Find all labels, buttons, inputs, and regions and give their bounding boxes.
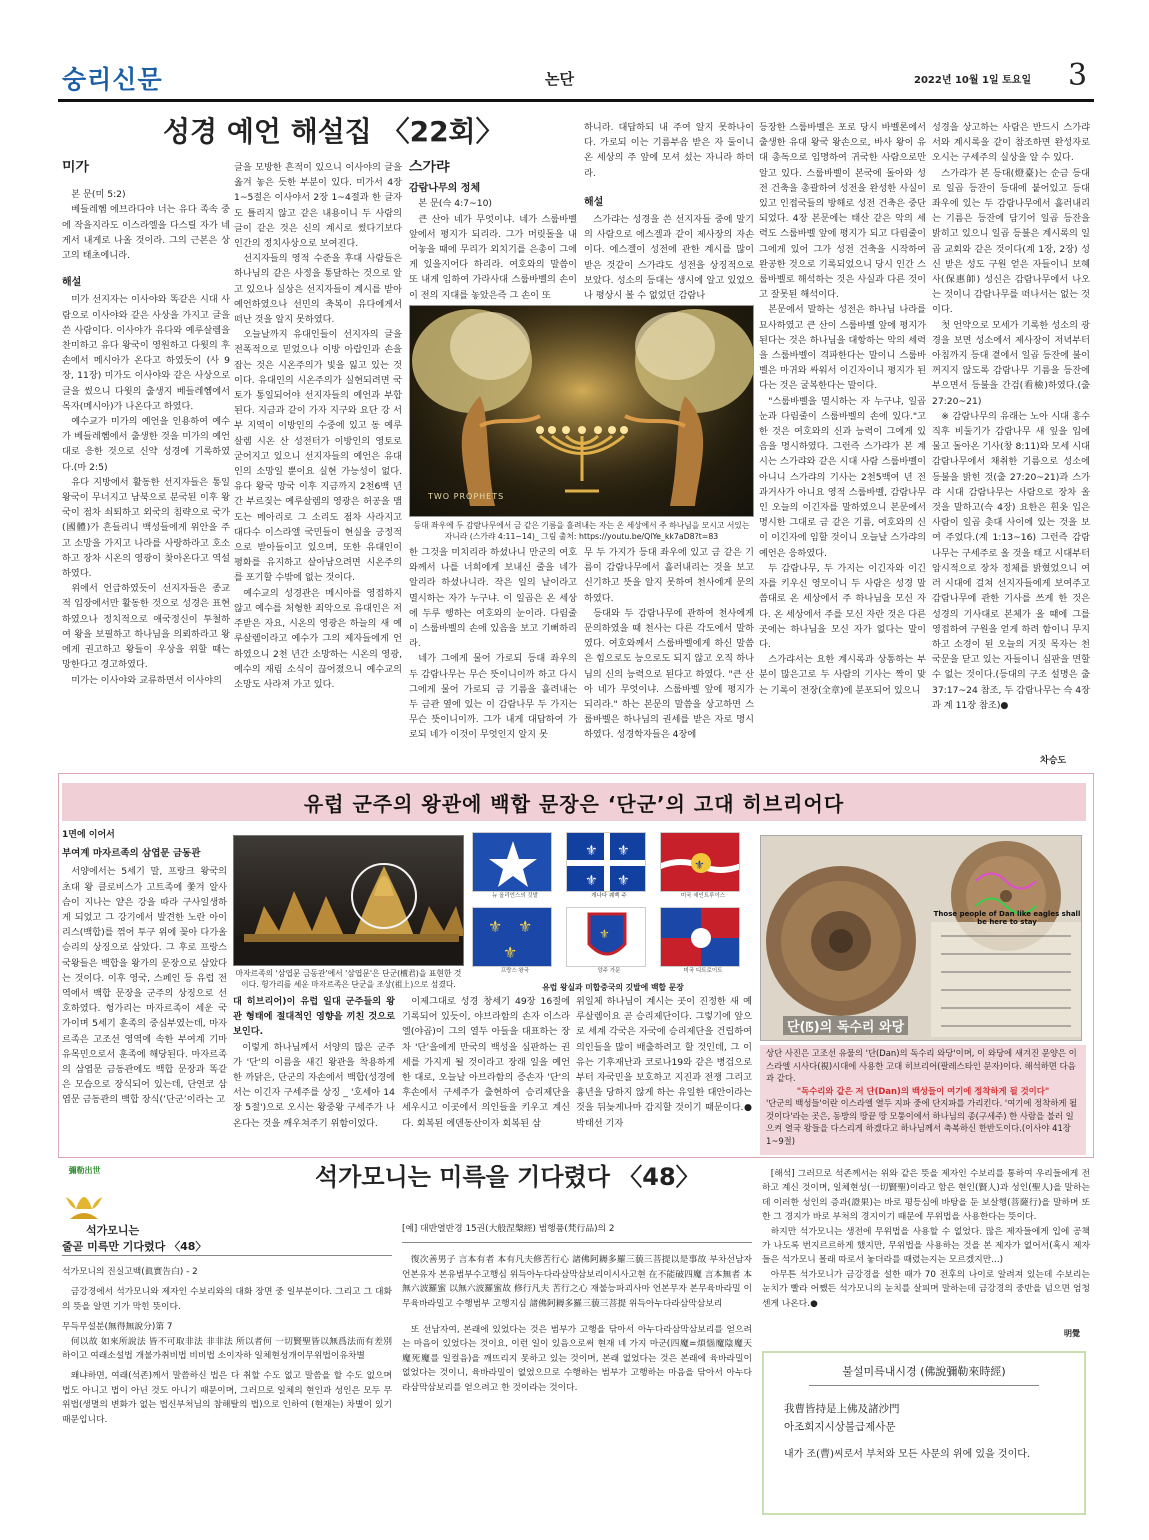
flag-label: 미국 디트로이트 (683, 968, 723, 974)
article2-title: 유럽 군주의 왕관에 백합 문장은 ‘단군’의 고대 히브리어다 (303, 791, 845, 816)
svg-text:⚜: ⚜ (694, 858, 705, 872)
france-art (473, 908, 552, 967)
quebec-art (567, 833, 646, 892)
page-number: 3 (1068, 58, 1088, 93)
paragraph: 스가랴가 본 등대(燈臺)는 순금 등대로 일곱 등잔이 등대에 붙어있고 등대 좌우에 있는 두 감람나무에서 흘러내리는 기름은 등잔에 담기어 일곱 등잔을 밝히고 있으니 일곱 등불은 계시록의 일곱 교회와 같은 것이다(계 1장, 2장) 성신 받은 성도 구원 얻은 자들이니 보혜사(保惠師) 성신은 감람나무에서 나오는 것이니 감람나무를 떠나서는 없는 것이다. (932, 167, 1090, 316)
paragraph: 미가 선지자는 이사야와 똑같은 시대 사람으로 이사야와 같은 사상을 가지고 글을 쓴 사람이다. 이사야가 유다와 예루살렘을 찬미하고 유다 왕국이 영원하고 다윗의 후손에서 메시아가 온다고 하였듯이 (사 9장, 11장) 미가도 이사야와 같은 사상으로 글을 썼으니 다윗의 출생지 베들레헴에서 목자(메시아)가 나온다고 하였다. (62, 294, 230, 412)
article1-col4 (584, 120, 754, 305)
masthead-rule (58, 99, 1094, 102)
paragraph: 본문에서 말하는 성전은 하나님 나라를 묘사하였고 큰 산이 스룹바벨 앞에 평지가 된다는 것은 하나님을 대항하는 악의 세력을 스룹바벨이 격파한다는 말이니 스룹바벨은 마귀와 싸워서 이긴자이니 평지가 된다는 것은 굴복한다는 말이다. (759, 304, 926, 392)
svg-text:⚜: ⚜ (488, 917, 503, 936)
paragraph: 이렇게 하나님께서 서양의 많은 군주가 '단'의 이름을 새긴 왕관을 착용하게 한 까닭은, 단군의 자손에서 백합(성경에서는 이긴자 구세주를 상징 _ '호세아 14장 5절')으로 오시는 왕중왕 구세주가 나온다는 것을 깨우쳐주기 위함이었다. (233, 1041, 395, 1129)
divider (402, 1242, 752, 1243)
olive-image-caption: 등대 좌우에 두 감람나무에서 금 같은 기름을 흘려내는 자는 온 세상에서 주 하나님을 모시고 서있는 자니라 (스가랴 4:11~14)_ 그림 출처: https://youtu.be/QlYe_kk7aD8?t=83 (413, 521, 750, 541)
poem-title: 불설미륵내시경 (佛說彌勒來時經) (842, 1365, 1006, 1378)
paragraph: 성경을 상고하는 사람은 반드시 스가랴서와 계시록을 같이 참조하면 완성자로 오시는 구세주의 실상을 알 수 있다. (932, 122, 1090, 164)
article3-right-column (762, 1167, 1090, 1337)
st-louis-art (661, 833, 740, 892)
paragraph: 하니라. 대답하되 내 주여 알지 못하나이다. 가로되 이는 기름부음 받은 자 둘이니 온 세상의 주 앞에 모셔 섰는 자니라 하더라. (584, 122, 754, 179)
paragraph: 이제그대로 성경 창세기 49장 16절에 기록되어 있듯이, 야브라함의 손자 이스라엘(야곱)이 그의 열두 아들을 대표하는 장차 '단’을에게 만국의 백성을 심판하는 권세를 가지게 될 것이라고 장래 일을 예언한 대로, 오늘날 아브라함의 증손자 '단'의 후손에서 구세주가 출현하여 승리제단을 세우시고 이곳에서 의인들을 키우고 계신다. 회복된 에덴동산이자 회복된 삼 (402, 996, 570, 1129)
kingdom-of-france-flag (472, 907, 552, 967)
anjou-art (567, 908, 646, 967)
article3-label2: 무득무설분(無得無說分)第 7 (62, 1322, 173, 1333)
paragraph: 미가는 이사야와 교류하면서 이사야의 (71, 674, 222, 686)
paragraph: 유다 지방에서 활동한 선지자들은 통일 왕국이 무너지고 남북으로 분국된 이후 왕국이 점차 쇠퇴하고 외국의 침략으로 국가(國體)가 흔들리니 백성들에게 위안을 주고 소망을 가지고 나라를 사랑하라고 호소하고 장차 시온의 영광이 찾아온다고 역설하였다. (62, 476, 230, 580)
article1-col3-lower (409, 545, 577, 768)
paragraph: "스룹바벨을 멸시하는 자 누구냐, 일곱 눈과 다림줄이 스룹바벨의 손에 있다."고 한 것은 여호와의 신과 능력이 그에게 있음을 명시하였다. 그런즉 스가랴가 본 계시는 스가랴와 같은 시대 사람 스룹바벨이 아니니 스가랴의 기사는 2천5백여 년 전 과거사가 아니요 영적 스룹바벨, 감람나무인 오늘의 이긴자를 말하였으니 본문에서 명시한 그대로 금 같은 기름, 여호와의 신이 이긴자에 임할 것이니 오늘날 스가랴의 예언은 응하였다. (759, 395, 926, 559)
article3-label1: 석가모니의 진실고백(眞實告白) - 2 (62, 1267, 198, 1277)
tile-description-continued: '단군의 백성들'이란 이스라엘 열두 지파 중에 단지파를 가리킨다. '여기에 정착하게 될 것이다'라는 곳은, 동방의 땅끝 땅 모퉁이에서 하나님의 종(구세주) 한 사람을 불러 일으켜 열국 왕들을 다스리게 하겠다고 하나님께서 축복하신 한반도이다.(이사야 41장 1~9절) (766, 1098, 1078, 1146)
article2-banner (62, 783, 1086, 821)
svg-text:⚜: ⚜ (585, 843, 598, 859)
paragraph: 예수교가 미가의 예언을 인용하여 예수가 베들레헴에서 출생한 것을 미가의 예언대로 응한 것으로 신약 성경에 기록하였다.(마 2:5) (62, 416, 230, 473)
olive-tree-subheading: 감람나무의 정체 (409, 183, 481, 195)
tile-label: 단(ꡑ)의 독수리 와당 (783, 1016, 908, 1035)
article1-col1 (62, 160, 230, 768)
poem-line-hanja: 我曹皆持是上佛及諸沙門 (784, 1403, 900, 1415)
svg-text:⚜: ⚜ (518, 917, 533, 936)
paragraph: 왜냐하면, 여래(석존)께서 말씀하신 법은 다 취할 수도 없고 말씀을 할 수도 없으며 법도 아니고 법이 아닌 것도 아니기 때문이며, 그러므로 일체의 현인과 성인은 모두 무위법(생멸의 변화가 없는 법신부처님의 참해탈의 법)으로 인하여 (현재는) 차별이 있기 때문입니다. (62, 1371, 392, 1425)
poem-box (762, 1351, 1086, 1515)
paragraph: 금강경에서 석가모니와 제자인 수보리와의 대화 장면 중 일부분이다. 그리고 그 대화의 뜻을 알면 기가 막힌 뜻이다. (62, 1287, 392, 1312)
article1-col2 (234, 160, 402, 768)
prophet-heading-micah: 미가 (62, 160, 90, 175)
image-overlay-text: TWO PROPHETS (428, 492, 505, 501)
article1-author: 차승도 (1040, 756, 1067, 766)
two-olive-trees-illustration (409, 305, 754, 517)
article1-col3 (409, 160, 577, 305)
article3-author: 明覺 (1064, 1329, 1080, 1338)
article2-col3 (402, 994, 570, 1158)
paragraph: 또 선남자여, 본래에 있었다는 것은 범부가 고행을 닦아서 아누다라삼막삼보리를 얻으려는 마음이 있었다는 것이요, 이런 일이 있음으로써 현재 네 가지 마군(四魔=煩惱魔陰魔天魔死魔를 일컬음)을 깨뜨리지 못하고 있는 것이며, 본래 없었다는 것은 본래에 육바라밀이 없었다는 것이니, 육바라밀이 없었으므로 수행하는 범부가 고행하는 마음을 닦아서 아누다라삼막삼보리를 얻으려고 한 것이라는 것이다. (402, 1325, 752, 1393)
issue-date: 2022년 10월 1일 토요일 (914, 75, 1032, 86)
olive-trees-art (410, 306, 754, 517)
logo-text: 彌勒出世 (68, 1166, 101, 1175)
svg-text:⚜: ⚜ (617, 873, 630, 889)
article3-left-title2: 줄곧 미륵만 기다렸다 〈48〉 (62, 1240, 207, 1253)
paragraph: 서양에서는 5세기 말, 프랑크 왕국의 초대 왕 클로비스가 고트족에 쫓겨 알사슴이 지나는 얕은 강을 따라 구사일생하게 되었고 그 강기에서 발견한 노란 아이리스(백합)를 꺾어 투구 위에 꽂아 다가올 승리의 상징으로 삼았다. 그 후로 프랑스 국왕들은 백합을 왕가의 문장으로 삼았다는 것이다. 이후 영국, 스페인 등 유럽 전역에서 백합 문장을 군주의 상징으로 선호하였다. 헝가리는 마자르족이 세운 국가이며 5세기 훈족의 중심부였는데, 마자르족은 고조선 영역에 속한 부여계 기마유목민으로서 훈족에 해당된다. 마자르족의 삼엽문 금동관에도 백합 문장과 똑같은 모습으로 장식되어 있는데, 단연코 삼엽문 금동관의 백합 장식(‘단군’이라는 고 (62, 866, 227, 1106)
paragraph: 무 두 가지가 등대 좌우에 있고 금 같은 기름이 감람나무에서 흘러내리는 것을 보고 신기하고 뜻을 알지 못하여 천사에게 문의하였다. (584, 547, 754, 604)
detroit-art (661, 908, 740, 967)
paragraph: 하지만 석가모니는 생전에 무위법을 사용할 수 없었다. 많은 제자들에게 입에 공책가 나도록 번지르르하게 했지만, 무위법을 사용하는 것을 본 제자가 없어서(혹시 제자들은 석가모니 몰래 따로서 놓더라를 때렸는지는 모르겠지만...) (762, 1226, 1090, 1266)
hanja-passage: 復次善男子 言本有者 本有凡夫修苦行心 諸佛阿耨多羅三藐三菩提以是事故 부차선남자 언본유자 본유범부수고행심 위득아누다라삼막삼보리이시사고현 在不能破四魔 言本無者 本無六波羅蜜 以無六波羅蜜故 修行凡夫 苦行之心 재불능파괴사마 언본무자 본무육바라밀 이무육바라밀고 수행범부 고행지심 諸佛阿耨多羅三藐三菩提 위득아누다라삼막삼보리 (402, 1255, 752, 1309)
flag-label: 캐나다 퀘벡 주 (591, 893, 627, 899)
flag-label: 미국 세인트루이스 (680, 893, 726, 899)
paragraph: [해석] 그러므로 석존께서는 위와 같은 뜻을 제자인 수보리를 통하여 우리들에게 전하고 계신 것이며, 일체현성(一切賢聖)이라고 함은 현인(賢人)과 성인(聖人)을 말하는데 이러한 성인의 증과(證果)는 바로 평등심에 바탕을 둔 보살행(菩薩行)을 말하며 또한 그 경지가 바로 부처의 경지이기 때문에 무위법을 사용한다는 뜻이다. (762, 1169, 1090, 1223)
explanation-heading: 해설 (62, 277, 82, 289)
paragraph: 예수교의 성경관은 메시아를 영접하지 않고 예수를 처형한 죄악으로 유대인은 저주받은 자요, 시온의 영광은 하늘의 새 예루살렘이라고 예수가 그의 제자들에게 언하였으니 2천 년간 소망하는 시온의 영광, 예수의 재림 소식이 끊어졌으니 예수교의 소망도 사라져 가고 있다. (234, 587, 402, 690)
paragraph: 선지자들의 영적 수준을 후대 사람들은 하나님의 같은 사정을 통달하는 것으로 알고 있으나 실상은 선지자들이 계시를 받아 예언하였으나 선민의 축복이 유다에게서 떠난 것을 알지 못하였다. (234, 253, 402, 326)
svg-text:⚜: ⚜ (599, 927, 610, 941)
crown-caption: 마자르족의 '삼엽문 금동관'에서 '삼엽문'은 단군(檀君)을 표현한 것이다. 헝가리를 세운 마자르족은 단군을 조상(祖上)으로 섬겼다. (235, 969, 462, 989)
fleur-de-lis-flags-grid (472, 832, 754, 982)
paragraph: 何以故 如來所說法 皆不可取非法 非非法 所以者何 一切賢聖皆以無爲法而有差別 하이고 여래소설법 개불가취비법 비비법 소이자하 일체현성개이무위법이유차별 (62, 1336, 392, 1362)
flag-label: 앙주 가문 (597, 968, 621, 974)
tile-description: 상단 사진은 고조선 유물의 '단(Dan)의 독수리 와당'이며, 이 와당에 새겨진 문양은 이스라엘 시사다(視)시대에 사용한 고대 히브리어(팔레스타인 문자)이다. 해석하면 다음과 같다. (766, 1048, 1077, 1083)
article1-col4-lower (584, 545, 754, 768)
crown-art (234, 836, 464, 966)
magyar-crown-photo (233, 835, 464, 966)
prophet-heading-zechariah: 스가랴 (409, 160, 450, 175)
quebec-flag (566, 832, 646, 892)
flag-label: 프랑스 왕국 (500, 968, 530, 974)
tile-description-box (760, 1045, 1086, 1155)
section-label: 논단 (545, 70, 574, 88)
new-orleans-flag (472, 832, 552, 892)
paragraph: 한 그것을 미치리라 하셨나니 만군의 여호와께서 나를 너희에게 보내신 줄을 네가 알리라 하셨나니라. 작은 일의 날이라고 멸시하는 자가 누구냐. 이 일곱은 온 세상에 두루 행하는 여호와의 눈이라. 다림줄이 스룹바벨의 손에 있음을 보고 기뻐하리라. (409, 547, 577, 650)
poem-line-reading: 아조회지시상불급제사문 (784, 1421, 896, 1433)
article1-col5 (759, 120, 926, 768)
article2-col1 (62, 828, 227, 1158)
article3-left-title1: 석가모니는 (86, 1224, 140, 1237)
svg-text:⚜: ⚜ (617, 843, 630, 859)
article1-col6 (932, 120, 1090, 748)
continued-note: 1면에 이어서 (62, 830, 115, 840)
scripture-verse: 베들레헴 에브라다야 너는 유다 족속 중에 작을지라도 이스라엘을 다스릴 자가 네게서 내게로 나올 것이라. 그의 근본은 상고의 태초에니라. (62, 204, 230, 262)
tile-inscription-title: Those people of Dan like eagles shall be here to stay (933, 910, 1081, 926)
explanation-heading: 해설 (584, 196, 604, 208)
article2-subheading: 부여계 마자르족의 삼엽문 금동관 (62, 848, 201, 860)
paragraph: 글을 모방한 흔적이 있으니 이사야의 글을 옮겨 놓은 듯한 부분이 있다. 미가서 4장 1~5절은 이사야서 2장 1~4절과 한 글자도 틀리지 않고 같은 내용이니 두 사람의 글이 같은 것은 신의 계시로 썼다기보다 인간의 정치사상으로 보여진다. (234, 162, 402, 250)
paragraph: 오늘날까지 유대인들이 선지자의 글을 전폭적으로 믿었으나 이방 아랍인과 손을 잡는 것은 시온주의가 빛을 잃고 있는 것이다. 유대인의 시온주의가 실현되려면 국토가 통일되어야 선지자들의 예언과 부합된다. 지금과 같이 가자 지구와 요단 강 서부 지역이 이방인의 수중에 있고 동 예루살렘 시온 산 성전터가 이방인의 영토로 굳어지고 있으니 선지자들의 예언은 유대인의 소망일 뿐이요 실현 가능성이 없다. 유다 왕국 망국 이후 지금까지 2천6백 년간 부르짖는 예루살렘의 영광은 허공을 맴도는 메아리로 그 소리도 점차 사라지고 대다수 이스라엘 국민들이 현실을 긍정적으로 받아들이고 있으며, 또한 유대인이 평화를 유지하고 살아남으려면 시온주의를 포기할 수밖에 없는 것이다. (234, 329, 402, 584)
divider (809, 1385, 1039, 1386)
paragraph: 스가랴서는 요한 계시록과 상통하는 부분이 많은고로 두 사람의 기사는 짝이 맞는 기록이 전장(全章)에 분포되어 있으니 (759, 654, 926, 696)
paragraph: 스가랴는 성경을 쓴 선지자들 중에 말기의 사람으로 에스겔과 같이 제사장의 자손이다. 에스겔이 성전에 관한 계시를 많이 받은 것같이 스가랴도 성전을 상징적으로 보았다. 성소의 등대는 생시에 알고 있었으나 평상시 볼 수 없었던 감람나 (584, 214, 754, 302)
paragraph: 아무튼 석가모니가 금강경을 설한 때가 70 전후의 나이로 알려져 있는데 수보리는 눈치가 빨라 어쨌든 석가모니의 눈치를 살피며 말하는데 금강경의 중반을 넘으면 엄청 센게 나온다.● (762, 1269, 1090, 1309)
detroit-flag (660, 907, 740, 967)
paragraph: 위에서 언급하였듯이 선지자들은 종교적 입장에서만 활동한 것으로 성경은 표현하였으나 정치적으로 애국정신이 투철하여 왕을 보필하고 하나님을 의뢰하라고 왕에게 권고하고 왕들이 우상을 위할 때는 망한다고 경고하였다. (62, 583, 230, 671)
paragraph: 등대와 두 감람나무에 관하여 천사에게 문의하였을 때 천사는 다른 각도에서 말하였다. 여호와께서 스룹바벨에게 하신 말씀은 힘으로도 능으로도 되지 않고 오직 하나님의 신의 능력으로 된다고 하였다. "큰 산아 네가 무엇이냐. 스룹바벨 앞에 평지가 되리라." 하는 본문의 말씀을 상고하면 스룹바벨은 하나님의 권세를 받은 자로 명시하였다. 성경학자들은 4장에 (584, 607, 754, 741)
paragraph: 첫 언약으로 모세가 기록한 성소의 광경을 보면 성소에서 제사장이 저녁부터 아침까지 등대 곁에서 일곱 등잔에 불이 꺼지지 않도록 감람나무 기름을 등잔에 부으면서 등불을 간검(看檢)하였다.(출 27:20~21) (932, 319, 1090, 407)
article3-title: 석가모니는 미륵을 기다렸다 〈48〉 (315, 1163, 700, 1191)
paragraph: 네가 그에게 물어 가로되 등대 좌우의 두 감람나무는 무슨 뜻이니이까 하고 다시 그에게 물어 가로되 금 기름을 흘려내는 두 금관 옆에 있는 이 감람나무 두 가지는 무슨 뜻이니이까. 그가 내게 대답하여 가로되 네가 이것이 무엇인지 알지 못 (409, 653, 577, 741)
st-louis-flag (660, 832, 740, 892)
svg-text:⚜: ⚜ (503, 943, 518, 962)
scripture-reference: 본 문(미 5:2) (71, 189, 126, 201)
masthead-title: 숭리신문 (62, 65, 163, 94)
anjou-flag (566, 907, 646, 967)
roof-tile-art (761, 836, 1082, 1041)
article3-mid-label: [예] 대반열반경 15권(大般涅槃經) 범행품(梵行品)의 2 (402, 1224, 615, 1234)
poem-line-translation: 내가 조(曹)씨로서 부처와 모든 사문의 위에 있을 것이다. (784, 1449, 1031, 1460)
article1-title: 성경 예언 해설집 〈22회〉 (163, 115, 504, 148)
flags-caption: 유럽 왕실과 미합중국의 깃발에 백합 문장 (542, 983, 684, 992)
flag-label: 뉴 올리언스의 깃발 (491, 893, 538, 899)
paragraph: 등장한 스룹바벨은 포로 당시 바벨론에서 출생한 유대 왕국 왕손으로, 바사 왕이 유대 총독으로 임명하여 귀국한 사람으로만 알고 있다. 스룹바벨이 본국에 돌아와 성전 건축을 총괄하여 성전을 완성한 사실이 있고 인접국들의 방해로 성전 건축은 중단되었다. 4장 본문에는 태산 같은 악의 세력도 스룹바벨 앞에 평지가 되고 다림줄이 그에게 있어 그가 성전 건축을 시작하여 완공한 것으로 기록되었으니 당시 인간 스룹바벨로 해석하는 것은 사실과 다른 것이고 잘못된 해석이다. (759, 122, 926, 301)
article3-middle-column (402, 1222, 752, 1522)
paragraph: 대 히브리어)이 유럽 일대 군주들의 왕관 형태에 절대적인 영향을 끼친 것으로 보인다. (233, 996, 395, 1038)
paragraph: 위일체 하나님이 계시는 곳이 진정한 새 예루살렘이요 곧 승리제단이다. 그렇기에 앞으로 세계 각국은 자국에 승리제단을 건립하여 의인들을 많이 배출하려고 할 것인데, 그 이유는 기후재난과 코로나19와 같은 병겁으로부터 자국민을 보호하고 지진과 전쟁 그리고 흉년을 당하지 않게 하는 유일한 대안이라는 것을 뒤늦게나마 감지할 것이기 때문이다.● 박태선 기자 (576, 996, 752, 1129)
article3-left-column (62, 1265, 392, 1535)
scripture-reference: 본 문(슥 4:7~10) (418, 198, 492, 210)
scripture-verse: 큰 산아 네가 무엇이냐. 네가 스룹바벨 앞에서 평지가 되리라. 그가 머릿돌을 내어놓을 때에 무리가 외치기를 은총이 그에게 있을지어다 하리라. 여호와의 말씀이 또 내게 임하여 가라사대 스룹바벨의 손이 이 전의 지대를 놓았은즉 그 손이 또 (409, 213, 577, 301)
paragraph: ※ 감람나무의 유래는 노아 시대 홍수 직후 비둘기가 감람나무 새 잎을 입에 물고 돌아온 기사(창 8:11)와 모세 시대 감람나무에서 채취한 기름으로 성소에 등불을 밝힌 것(출 27:20~21)과 스가랴 시대 감람나무는 사람으로 장차 올 것을 말하고(슥 4장) 요한은 흰옷 입은 사람이 일곱 촛대 사이에 있는 것을 보여 주었다.(계 1:13~16) 그런즉 감람나무는 구세주로 올 것을 태고 시대부터 암시적으로 장차 정체를 밝혔었으니 여러 시대에 걸쳐 선지자들에게 보여주고 감람나무에 관한 기사를 쓰게 한 것은 성경의 기사대로 본체가 올 때에 그를 영접하여 구원을 얻게 하려 함이니 무지하고 소경이 된 오늘의 거짓 목자는 천국문을 닫고 있는 자들이니 심판을 면할 수 없는 것이다.(등대의 구조 설명은 출 37:17~24 참조, 두 감람나무는 슥 4장과 계 11장 참조)● (932, 410, 1090, 711)
tile-quote: "독수리와 같은 저 단(Dan)의 백성들이 여기에 정착하게 될 것이다" (796, 1085, 1050, 1096)
star-flag-art (473, 833, 552, 892)
paragraph: 두 감람나무, 두 가지는 이긴자와 이긴자를 키우신 영모이니 두 사람은 성경 말씀대로 온 세상에서 주 하나님을 모신 자다. 온 세상에서 주를 모신 자란 것은 다른 곳에는 하나님을 모신 자가 없다는 말이다. (759, 562, 926, 650)
maitreya-logo (62, 1167, 107, 1222)
article2-col4 (576, 994, 752, 1158)
article2-col2 (233, 994, 395, 1158)
svg-text:⚜: ⚜ (585, 873, 598, 889)
dan-eagle-roof-tile-photo (760, 835, 1082, 1041)
divider (62, 1255, 392, 1256)
